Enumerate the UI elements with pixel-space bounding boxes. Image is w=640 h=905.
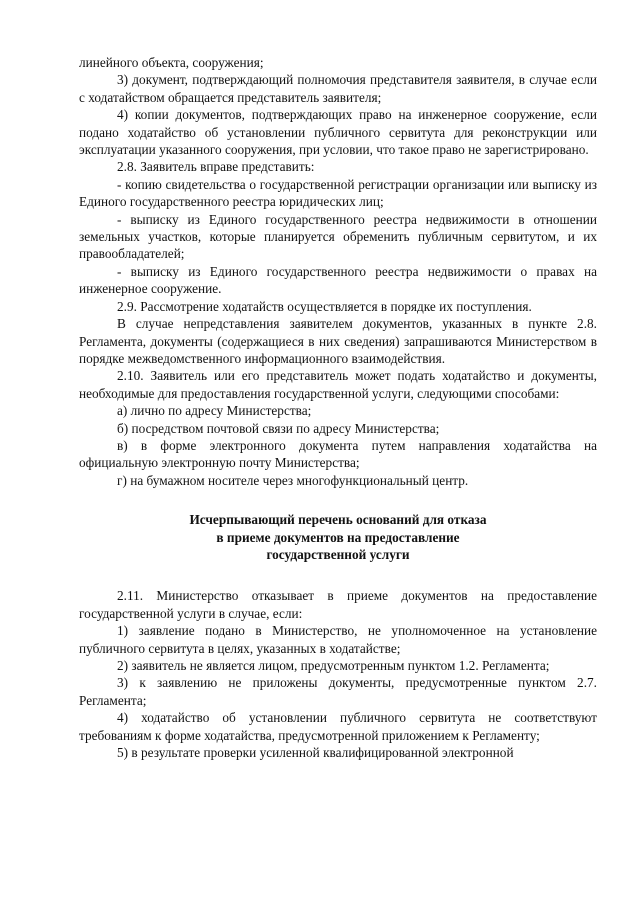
paragraph: б) посредством почтовой связи по адресу Министерства; (117, 420, 440, 436)
section-before (79, 54, 597, 489)
paragraph: - выписку из Единого государственного реестра недвижимости в отношении земельных участков, которые планируется обременить публичным сервитутом, и их правообладателей; (79, 211, 597, 262)
paragraph: 4) ходатайство об установлении публичного сервитута не соответствуют требованиям к форме ходатайства, предусмотренной приложением к Регламенту; (79, 710, 597, 743)
heading-line: государственной услуги (266, 546, 410, 562)
paragraph: 2.9. Рассмотрение ходатайств осуществляется в порядке их поступления. (117, 298, 532, 314)
paragraph: 5) в результате проверки усиленной квалифицированной электронной (117, 745, 514, 761)
paragraph: а) лично по адресу Министерства; (117, 403, 312, 419)
paragraph: 3) документ, подтверждающий полномочия представителя заявителя, в случае если с ходатайством обращается представитель заявителя; (79, 72, 597, 105)
section-after (79, 587, 597, 761)
paragraph: - копию свидетельства о государственной регистрации организации или выписку из Единого государственного реестра юридических лиц; (79, 176, 597, 210)
paragraph: 1) заявление подано в Министерство, не уполномоченное на установление публичного сервитута в целях, указанных в ходатайстве; (79, 623, 597, 656)
paragraph: - выписку из Единого государственного реестра недвижимости о правах на инженерное сооружение. (79, 263, 597, 297)
paragraph: 2.10. Заявитель или его представитель может подать ходатайство и документы, необходимые для предоставления государственной услуги, следующими способами: (79, 368, 597, 401)
paragraph: 4) копии документов, подтверждающих право на инженерное сооружение, если подано ходатайство об установлении публичного сервитута для реконструкции или эксплуатации указанного сооружения, при условии, что такое право не зарегистрировано. (79, 107, 597, 158)
paragraph: г) на бумажном носителе через многофункциональный центр. (117, 472, 469, 488)
paragraph: линейного объекта, сооружения; (79, 55, 264, 70)
paragraph: В случае непредставления заявителем документов, указанных в пункте 2.8. Регламента, документы (содержащиеся в них сведения) запрашиваются Министерством в порядке межведомственного информационного взаимодействия. (79, 316, 597, 366)
heading-line: в приеме документов на предоставление (216, 529, 460, 545)
paragraph: 2.11. Министерство отказывает в приеме документов на предоставление государственной услуги в случае, если: (79, 588, 597, 621)
heading-line: Исчерпывающий перечень оснований для отказа (189, 512, 487, 528)
paragraph: 3) к заявлению не приложены документы, предусмотренные пунктом 2.7. Регламента; (79, 675, 597, 708)
paragraph: 2.8. Заявитель вправе представить: (117, 159, 315, 175)
document-page (79, 54, 597, 761)
paragraph: в) в форме электронного документа путем направления ходатайства на официальную электронную почту Министерства; (79, 437, 597, 471)
paragraph: 2) заявитель не является лицом, предусмотренным пунктом 1.2. Регламента; (117, 658, 550, 673)
section-heading (79, 511, 597, 563)
